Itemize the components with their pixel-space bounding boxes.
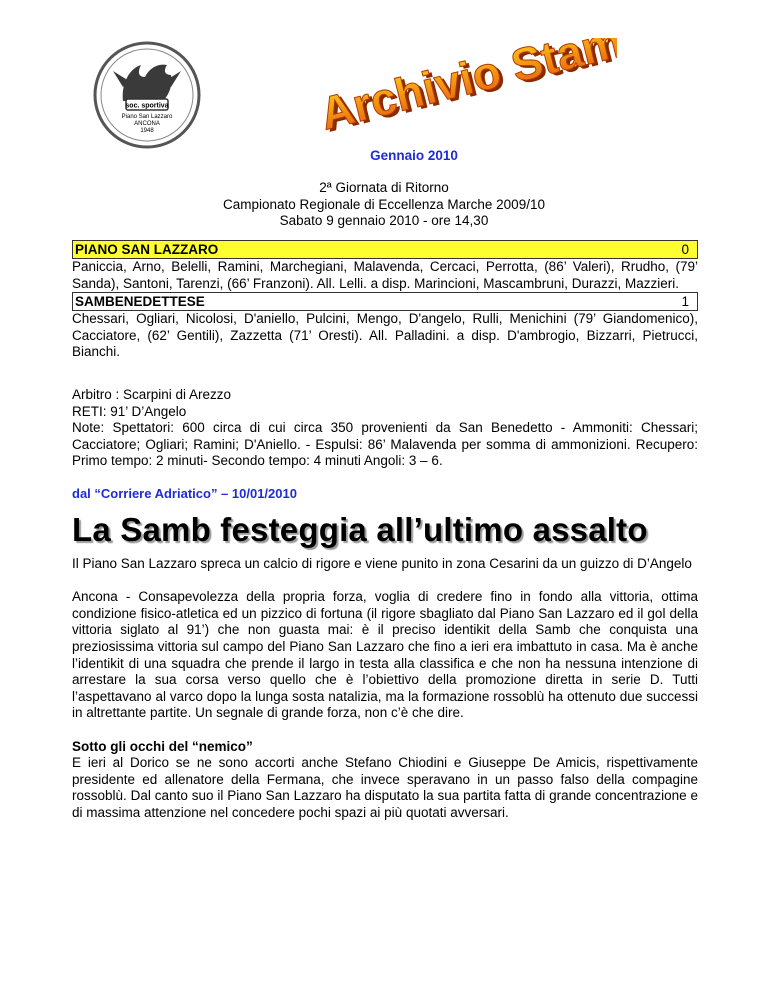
match-header bbox=[0, 180, 768, 230]
match-datetime: Sabato 9 gennaio 2010 - ore 14,30 bbox=[279, 213, 489, 228]
away-team-score: 1 bbox=[681, 294, 689, 309]
home-team-players: Paniccia, Arno, Belelli, Ramini, Marchegiani, Malavenda, Cercaci, Perrotta, (86’ Valeri), Rrudho, (79’ Sanda), Santoni, Tarenzi, (66’ Franzoni). All. Lelli. a disp. Marincioni, Mascambruni, Durazzi, Mazzieri. bbox=[72, 259, 698, 291]
stamp-title-text: Archivio Stampa bbox=[317, 38, 617, 138]
logo-line3: 1948 bbox=[140, 128, 154, 134]
article-subtitle: Il Piano San Lazzaro spreca un calcio di rigore e viene punito in zona Cesarini da un guizzo di D’Angelo bbox=[72, 556, 692, 571]
away-team-name: SAMBENEDETTESE bbox=[75, 294, 205, 309]
logo-line2: ANCONA bbox=[134, 121, 160, 127]
goals: RETI: 91’ D’Angelo bbox=[72, 403, 187, 419]
logo-line1: Piano San Lazzaro bbox=[121, 114, 173, 120]
match-round: 2ª Giornata di Ritorno bbox=[319, 180, 449, 195]
article-paragraph-1: Ancona - Consapevolezza della propria forza, voglia di credere fino in fondo alla vittoria, ottima condizione fisico-atletica ed un pizzico di fortuna (il rigore sbagliato dal Piano San Lazzaro ed il gol della vittoria siglato al 91’) che non guasta mai: è il preciso identikit della Samb che conquista una preziosissima vittoria sul campo del Piano San Lazzaro che fino a ieri era imbattuto in casa. Ma è anche l’identikit di una squadra che prende il largo in testa alla classifica e che non ha nessuna intenzione di arrestare la sua corsa verso quello che è l’obiettivo della promozione diretta in serie D. Tutti l’aspettavano al varco dopo la lunga sosta natalizia, ma la formazione rossoblù ha ottenuto due successi in altrettante partite. Un segnale di grande forza, non c’è che dire. bbox=[72, 589, 698, 721]
article-source: dal “Corriere Adriatico” – 10/01/2010 bbox=[72, 486, 297, 501]
referee: Arbitro : Scarpini di Arezzo bbox=[72, 387, 232, 402]
lineups bbox=[72, 240, 698, 361]
away-team-bar bbox=[72, 292, 698, 311]
stamp-title-shadow: Archivio Stampa bbox=[318, 38, 617, 138]
match-info bbox=[72, 387, 698, 470]
article-headline: La Samb festeggia all’ultimo assalto bbox=[72, 511, 648, 548]
home-team-bar bbox=[72, 240, 698, 259]
logo-banner: soc. sportiva bbox=[125, 102, 169, 110]
club-logo bbox=[93, 41, 201, 149]
griffin-crest-icon bbox=[93, 41, 201, 149]
issue-date: Gennaio 2010 bbox=[370, 148, 458, 163]
article-paragraph-2: E ieri al Dorico se ne sono accorti anche Stefano Chiodini e Giuseppe De Amicis, rispettivamente presidente ed allenatore della Fermana, che invece speravano in un passo falso della compagine rossoblù. Dal canto suo il Piano San Lazzaro ha disputato la sua partita fatta di grande concentrazione e di massima attenzione nel concedere pochi spazi ai più quotati avversari. bbox=[72, 755, 698, 820]
archivio-stampa-title bbox=[317, 38, 617, 138]
article-body bbox=[72, 556, 698, 838]
away-team-players: Chessari, Ogliari, Nicolosi, D'aniello, Pulcini, Mengo, D'angelo, Rulli, Menichini (79’ Giandomenico), Cacciatore, (62’ Gentili), Zazzetta (71’ Oresti). All. Palladini. a disp. D'ambrogio, Bizzarri, Pietrucci, Bianchi. bbox=[72, 311, 698, 359]
home-team-name: PIANO SAN LAZZARO bbox=[75, 242, 219, 257]
home-team-score: 0 bbox=[681, 242, 689, 257]
article-section-title: Sotto gli occhi del “nemico” bbox=[72, 738, 253, 754]
match-notes: Note: Spettatori: 600 circa di cui circa 350 provenienti da San Benedetto - Ammoniti: Chessari; Cacciatore; Ogliari; Ramini; D'Aniello. - Espulsi: 86’ Malavenda per somma di ammonizioni. Recupero: Primo tempo: 2 minuti- Secondo tempo: 4 minuti Angoli: 3 – 6. bbox=[72, 420, 698, 468]
match-championship: Campionato Regionale di Eccellenza Marche 2009/10 bbox=[223, 196, 545, 212]
